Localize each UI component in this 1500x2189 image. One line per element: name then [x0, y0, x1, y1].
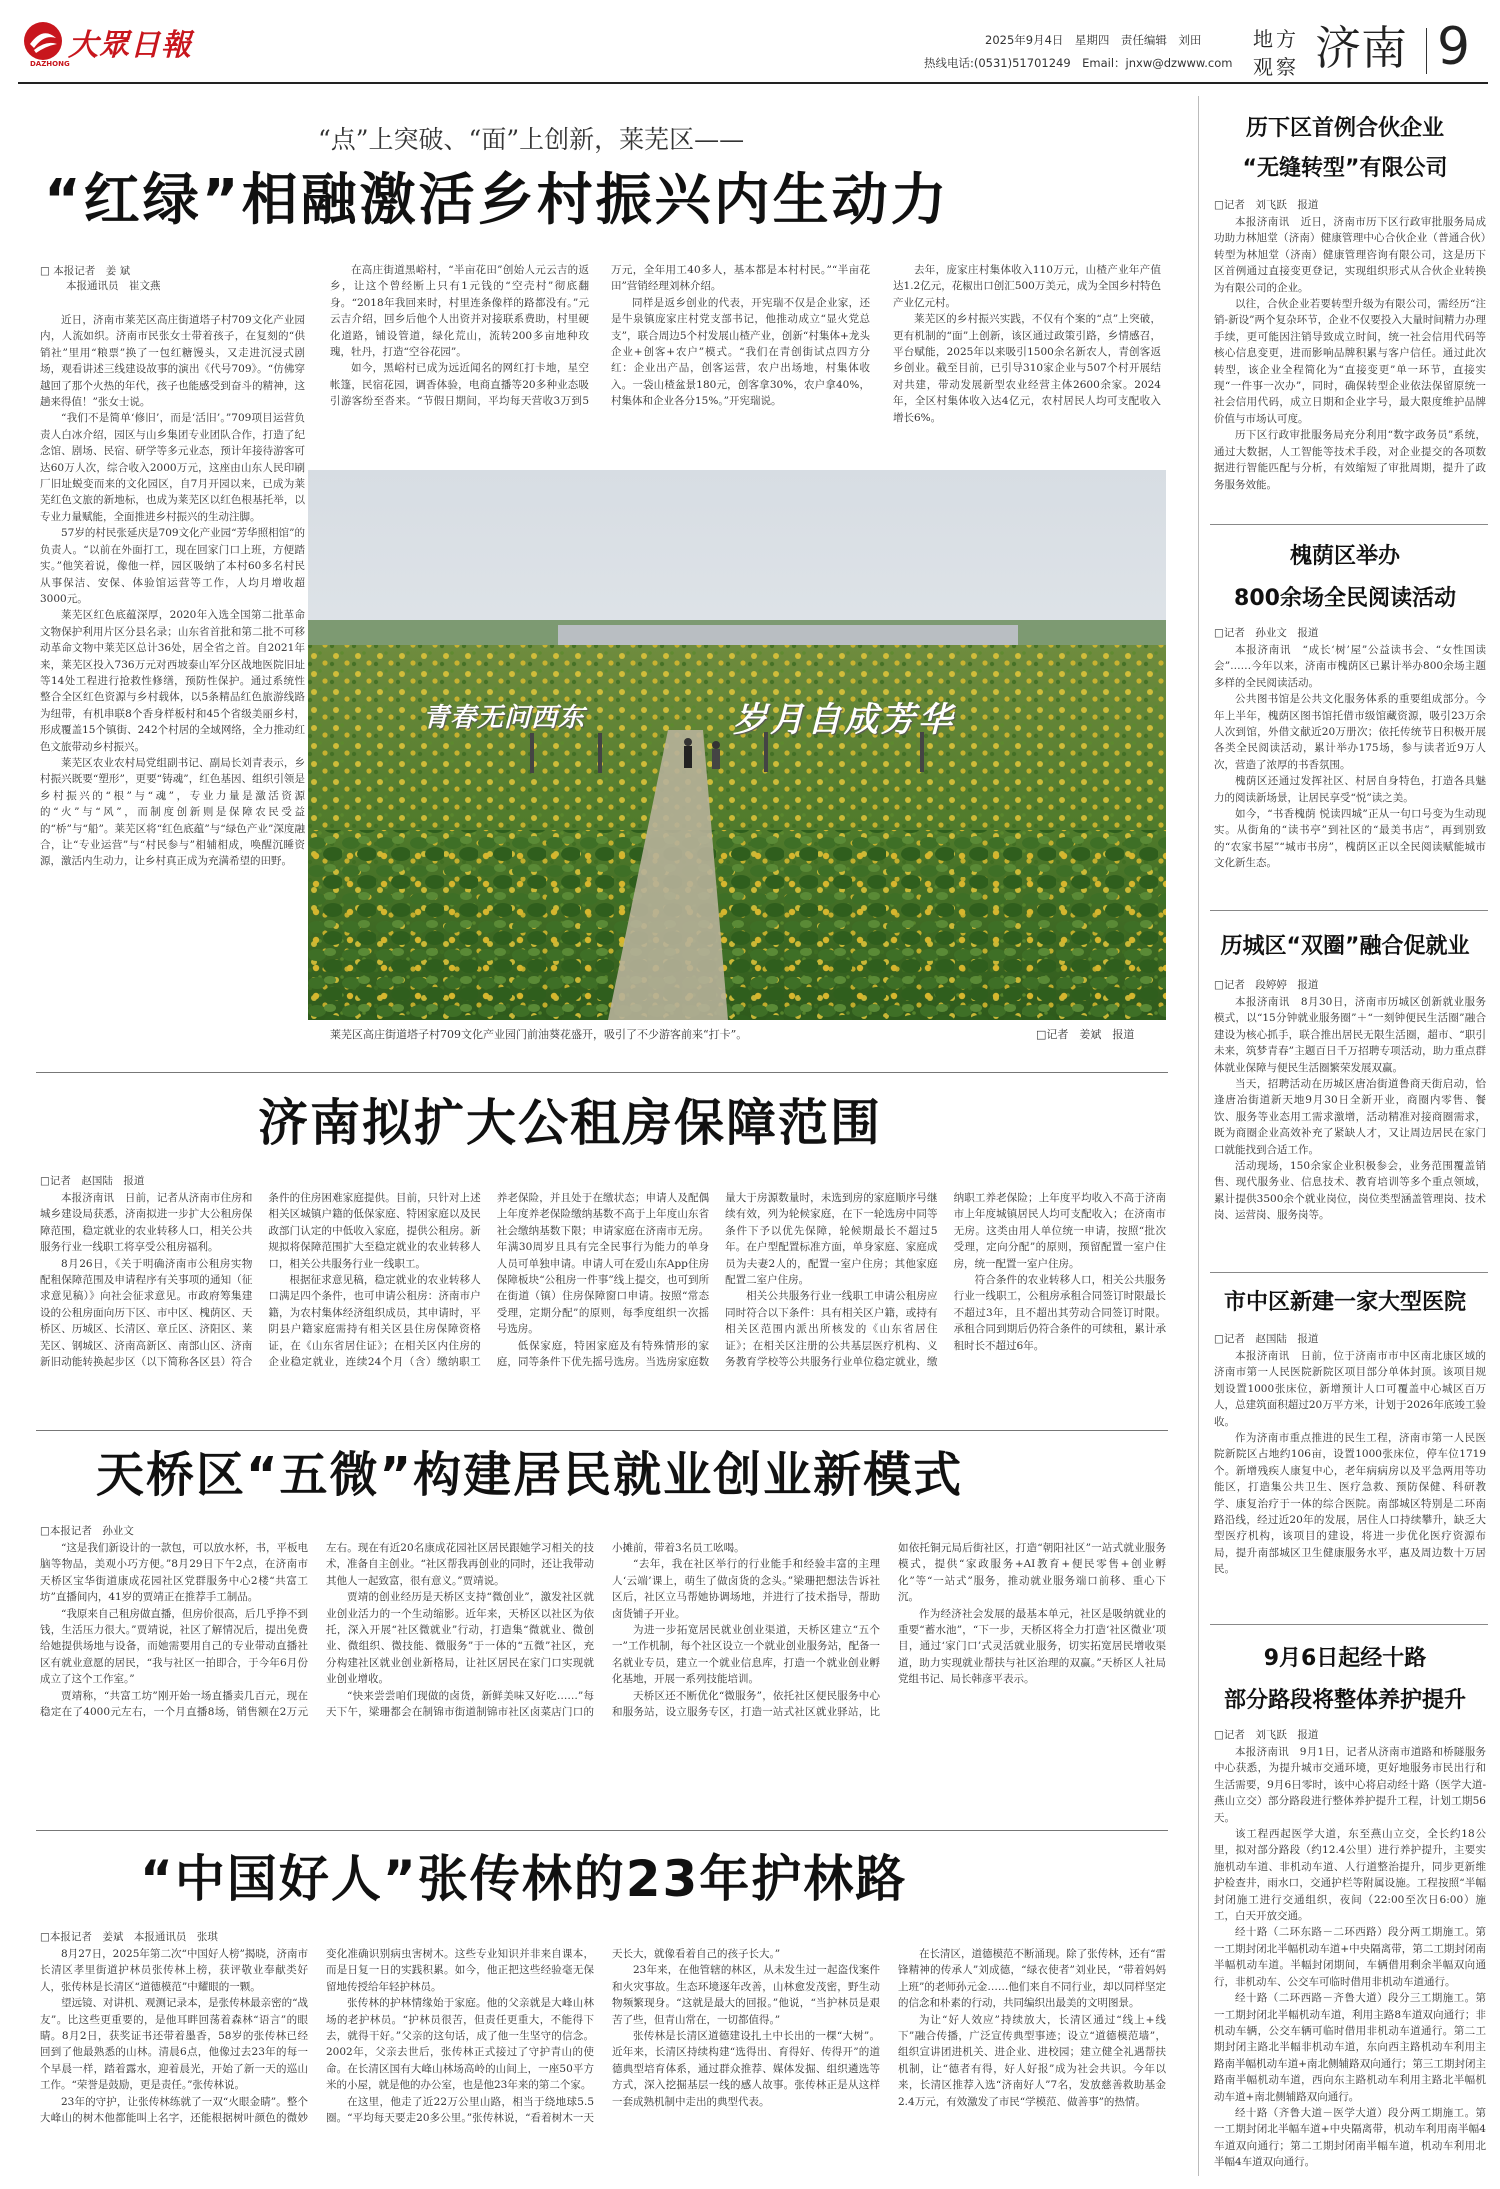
story3-paragraph: “这是我们新设计的一款包，可以放水杯，书，平板电脑等物品，美观小巧方便。”8月29日下午2点，在济南市天桥区宝华街道康成花园社区党群服务中心2楼“共富工坊”直播间内，41岁的贾靖正在推荐手工制品。	[40, 1542, 308, 1604]
photo-sign-text-2: 岁月自成芳华	[733, 700, 955, 740]
lead-paragraph: 莱芜区的乡村振兴实践，不仅有个案的“点”上突破，更有机制的“面”上创新，该区通过政策引路，乡情感召，平台赋能，2025年以来吸引1500余名新农人，青创客返乡创业。截至目前，已引导310家企业与507个村开展结对共建，带动发展新型农业经营主体2600余家。2024年，全区村集体收入达4亿元，农村居民人均可支配收入增长6%。	[893, 313, 1161, 424]
story2-body	[40, 1190, 1166, 1416]
side3-byline: □记者 段婷婷 报道	[1214, 979, 1319, 991]
side2-paragraph: 公共图书馆是公共文化服务体系的重要组成部分。今年上半年，槐荫区图书馆托借市级馆藏资源，吸引23万余人次到馆，外借文献近20万册次；依托传统节日积极开展各类全民阅读活动，累计举办175场，参与读者近9万人次，营造了浓厚的书香氛围。	[1214, 693, 1486, 771]
story3-paragraph: 天桥区还不断优化“微服务”，依托社区便民服务中心和服务站，设立服务专区，打造一站式社区就业驿站，比如依托铜元局后街社区，打造“朝阳社区”一站式就业服务模式，提供“家政服务+AI教育+便民零售+创业孵化”等“一站式”服务，推动就业服务端口前移、重心下沉。	[612, 1542, 1166, 1719]
side2-title-1: 槐荫区举办	[1289, 544, 1400, 569]
side5-paragraph: 本报济南讯 9月1日，记者从济南市道路和桥隧服务中心获悉，为提升城市交通环境，更好地服务市民出行和生活需要，9月6日零时，该中心将启动经十路（医学大道-燕山立交）部分路段进行整体养护提升工程，计划工期56天。	[1214, 1746, 1486, 1824]
lead-paragraph: 莱芜区红色底蕴深厚，2020年入选全国第二批革命文物保护利用片区分县名录；山东省首批和第二批不可移动革命文物中莱芜区总计36处，居全省之首。自2021年来，莱芜区投入736万元对西坡泰山军分区战地医院旧址等14处工程进行抢救性修缮，预防性保护。通过系统性整合全区红色资源与乡村载体，以5条精品红色旅游线路为纽带，有机串联8个香身样板村和45个省级美丽乡村，形成覆盖15个镇街、242个村居的全域网络，全力推动红色文旅带动乡村振兴。	[40, 609, 305, 753]
story4-paragraph: 在这里，他走了近22万公里山路，相当于绕地球5.5圈。“平均每天要走20多公里。”张传林说，“看着树木一天天长大，就像看着自己的孩子长大。”	[326, 1948, 781, 2125]
side1-byline: □记者 刘飞跃 报道	[1214, 199, 1319, 211]
newspaper-logo	[22, 20, 192, 66]
side4-body	[1214, 1348, 1486, 1612]
story4-paragraph: 张传林的护林情缘始于家庭。他的父亲就是大峰山林场的老护林员。“护林员很苦，但责任更重大，不能得下去，就得干好。”父亲的这句话，成了他一生坚守的信念。2002年，父亲去世后，张传林正式接过了守护青山的使命。在长清区国有大峰山林场高岭的山间上，一座50平方米的小屋，就是他的办公室，也是他23年来的第二个家。	[326, 1997, 594, 2092]
lead-paragraph: 在高庄街道黑峪村，“半亩花田”创始人元云吉的返乡，让这个曾经断上只有1元钱的“空壳村”彻底翻身。“2018年我回来时，村里连条像样的路都没有。”元云吉介绍，回乡后他个人出资并对接联系费助，村里硬化道路，铺设管道，绿化荒山，流转200多亩地种玫瑰，牡丹，打造“空谷花园”。	[330, 264, 589, 359]
side2-paragraph: 本报济南讯 “成长‘树’屋”公益读书会、“女性国读会”……今年以来，济南市槐荫区已累计举办800余场主题多样的全民阅读活动。	[1214, 644, 1486, 689]
side4-paragraph: 作为济南市重点推进的民生工程，济南市第一人民医院新院区占地约106亩，设置1000张床位，停车位1719个。新增残疾人康复中心，老年病病房以及平急两用等功能区，打造集公共卫生、医疗急救、预防保健、科研教学、康复治疗于一体的综合医院。南部城区特别是二环南路沿线，经过近20年的发展，居住人口持续攀升，缺乏大型医疗机构，该项目的建设，将进一步优化医疗资源布局，提升南部城区卫生健康服务水平，惠及周边数十万居民。	[1214, 1432, 1486, 1576]
story3-byline: □本报记者 孙业文	[40, 1525, 134, 1537]
story4-paragraph: 张传林是长清区道德建设扎土中长出的一棵“大树”。近年来，长清区持续构建“选得出、育得好、传得开”的道德典型培育体系，通过群众推荐、媒体发掘、组织遴选等方式，深入挖掘基层一线的感人故事。张传林正是从这样一套成熟机制中走出的典型代表。	[612, 2030, 880, 2108]
story4-paragraph: 23年的守护，让张传林练就了一双“火眼金睛”。整个大峰山的树木他都能叫上名字，还能根据树叶颜色的微妙变化准确识别病虫害树木。这些专业知识并非来自课本，而是日复一日的实践积累。如今，他正把这些经验毫无保留地传授给年轻护林员。	[40, 1948, 594, 2125]
sunflower-field-image	[308, 470, 1166, 1020]
story3-paragraph: “快来尝尝咱们现做的卤货，新鲜美味又好吃……”每天下午，梁珊都会在制锦市街道制锦市社区卤菜店门口的小摊前，带着3名员工吆喝。	[326, 1542, 745, 1719]
story2-paragraph: 相关公共服务行业一线职工申请公租房应同时符合以下条件：具有相关区户籍，或持有相关区范围内派出所核发的《山东省居住证》；在相关区注册的公共基层医疗机构、义务教育学校等公共服务行业单位稳定就业，缴纳职工养老保险；上年度平均收入不高于济南市上年度城镇居民人均可支配收入；在济南市无房。这类由用人单位统一申请，按照“批次受理，定向分配”的原则，预留配置一室户住房，统一配置一室户住房。	[725, 1192, 1166, 1369]
side5-title-1: 9月6日起经十路	[1263, 1646, 1427, 1671]
lead-byline	[40, 264, 305, 294]
side4-byline: □记者 赵国陆 报道	[1214, 1333, 1319, 1345]
logo-subtext: DAZHONG	[30, 60, 70, 68]
story3-paragraph: 为进一步拓宽居民就业创业渠道，天桥区建立“五个一”工作机制，每个社区设立一个就业创业服务站，配备一名就业专员，建立一个就业信息库，打造一个就业创业孵化基地，开展一系列技能培训。	[612, 1624, 880, 1686]
masthead-rule	[18, 82, 1488, 84]
date-line: 2025年9月4日 星期四 责任编辑 刘田	[985, 33, 1202, 47]
side5-body	[1214, 1744, 1486, 2180]
side1-paragraph: 历下区行政审批服务局充分利用“数字政务员”系统，通过大数据，人工智能等技术手段，对企业提交的各项数据进行智能匹配与分析，有效缩短了审批周期，提升了政务服务效能。	[1214, 429, 1486, 491]
story3-paragraph: 贾靖的创业经历是天桥区支持“微创业”，激发社区就业创业活力的一个生动缩影。近年来，天桥区以社区为依托，深入开展“社区微就业”行动，打造集“微就业、微创业、微组织、微技能、微服务”于一体的“五微”社区，充分构建社区就业创业新格局，让社区居民在家门口实现就业创业增收。	[326, 1591, 594, 1686]
lead-kicker: “点”上突破、“面”上创新，莱芜区——	[318, 125, 745, 154]
sidebar-rule	[1210, 524, 1488, 525]
story4-body	[40, 1946, 1166, 2178]
section-name: 济南	[1315, 21, 1407, 75]
side1-title-2: “无缝转型”有限公司	[1242, 156, 1448, 181]
lead-byline-reporter: □ 本报记者 姜 斌	[40, 265, 131, 277]
story4-byline: □本报记者 姜斌 本报通讯员 张琪	[40, 1931, 218, 1943]
side5-title-2: 部分路段将整体养护提升	[1223, 1688, 1466, 1713]
story3-paragraph: 作为经济社会发展的最基本单元，社区是吸纳就业的重要“蓄水池”，“下一步，天桥区将全力打造‘社区微业’项目，通过‘家门口’式灵活就业服务，切实拓宽居民增收渠道，助力实现就业帮扶与社区治理的双赢。”天桥区人社局党组书记、局长韩彦平表示。	[898, 1607, 1166, 1686]
story4-paragraph: 在长清区，道德模范不断涌现。除了张传林，还有“雷锋精神的传承人”刘成德，“绿衣使者”刘业民，“带着妈妈上班”的老师孙元金……他们来自不同行业，却以同样坚定的信念和朴素的行动，共同编织出最美的文明图景。	[898, 1948, 1166, 2010]
story3-paragraph: 贾靖称，“共富工坊”刚开始一场直播卖几百元，现在稳定在了4000元左右，一个月直播8场，销售额在2万元左右。现在有近20名康成花园社区居民跟她学习相关的技术，准备自主创业。“社区帮我再创业的同时，还让我带动其他人一起致富，很有意义。”贾靖说。	[40, 1542, 594, 1719]
story3-paragraph: “去年，我在社区举行的行业能手和经验丰富的主理人‘云端’课上，萌生了做卤货的念头。”梁珊把想法告诉社区后，社区立马帮她协调场地，并进行了技术指导，帮助卤货铺子开业。	[612, 1558, 880, 1620]
side5-paragraph: 该工程西起医学大道，东至燕山立交，全长约18公里，拟对部分路段（约12.4公里）进行养护提升，主要实施机动车道、非机动车道、人行道整治提升，同步更新维护检查井，雨水口，交通护栏等附属设施。工程按照“半幅封闭施工进行交通组织，夜间（22:00至次日6:00）施工，白天开放交通。	[1214, 1828, 1486, 1923]
story3-body	[40, 1540, 1166, 1816]
story2-byline: □记者 赵国陆 报道	[40, 1175, 145, 1187]
lead-photo	[308, 470, 1166, 1020]
photo-caption: 莱芜区高庄街道塔子村709文化产业园门前油葵花盛开，吸引了不少游客前来“打卡”。	[330, 1028, 748, 1041]
story4-paragraph: 为让“好人效应”持续放大，长清区通过“线上+线下”融合传播，广泛宣传典型事迹；设立“道德模范墙”，组织宣讲团进机关、进企业、进校园；建立健全礼遇帮扶机制，让“德者有得，好人好报”成为社会共识。今年以来，长清区推荐入选“济南好人”7名，发放慈善救助基金2.4万元，有效激发了市民“学模范、做善事”的热情。	[898, 2013, 1166, 2108]
lead-paragraph: 去年，庞家庄村集体收入110万元，山楂产业年产值达1.2亿元，花椒出口创汇500万美元，成为全国乡村特色产业亿元村。	[893, 264, 1161, 309]
side2-title-2: 800余场全民阅读活动	[1234, 586, 1456, 611]
sidebar-rule	[1210, 1272, 1488, 1273]
story2-paragraph: 本报济南讯 日前，记者从济南市住房和城乡建设局获悉，济南拟进一步扩大公租房保障范围，稳定就业的农业转移人口，相关公共服务行业一线职工将享受公租房福利。	[40, 1192, 253, 1254]
masthead-divider	[1426, 28, 1427, 74]
side5-byline: □记者 刘飞跃 报道	[1214, 1729, 1319, 1741]
side1-body	[1214, 214, 1486, 514]
lead-paragraph: 如今，黑峪村已成为远近闻名的网红打卡地，星空帐篷，民宿花园，调香体验，电商直播等20多种业态吸引游客纷至沓来。“节假日期间，平均每天营收3万到5万元，全年用工40多人，基本都是本村村民。”“半亩花田”营销经理刘林介绍。	[330, 264, 870, 408]
side2-byline: □记者 孙业文 报道	[1214, 627, 1319, 639]
logo-emblem-icon	[22, 20, 64, 62]
side3-paragraph: 活动现场，150余家企业积极参会，业务范围覆盖销售、现代服务业、信息技术、教育培训等多个重点领域，累计提供3500余个就业岗位，岗位类型涵盖管理岗、技术岗、运营岗、服务岗等。	[1214, 1160, 1486, 1222]
story4-headline: “中国好人”张传林的23年护林路	[140, 1850, 908, 1908]
side3-body	[1214, 994, 1486, 1262]
lead-paragraph: “我们不是简单‘修旧’，而是‘活旧’。”709项目运营负责人白冰介绍，园区与山乡集团专业团队合作，打造了纪念馆、剧场、民宿、研学等多元业态，预计年接待游客可达60万人次，综合收入2000万元，这座由山东人民印刷厂旧址蜕变而来的文化园区，自7月开园以来，已成为莱芜红色文旅的新地标，也成为莱芜区以红色根基托举，以专业力量赋能，全面推进乡村振兴的生动注脚。	[40, 412, 305, 523]
story4-paragraph: 8月27日，2025年第二次“中国好人榜”揭晓，济南市长清区孝里街道护林员张传林上榜，获评敬业奉献类好人，张传林是长清区“道德模范”中耀眼的一颗。	[40, 1948, 308, 1993]
section-label-1: 地方	[1253, 27, 1299, 51]
story2-paragraph: 根据征求意见稿，稳定就业的农业转移人口满足四个条件，也可申请公租房：济南市户籍，为农村集体经济组织成员，其申请时，平阴县户籍家庭需持有相关区县住房保障资格证，在《山东省居住证》；在相关区内住房的企业稳定就业，连续24个月（含）缴纳职工养老保险，并且处于在缴状态；申请人及配偶上年度养老保险缴纳基数不高于上年度山东省社会缴纳基数下限；申请家庭在济南市无房。年满30周岁且具有完全民事行为能力的单身人员可单独申请。申请人可在爱山东App住房保障板块“公租房一件事”线上提交，也可到所在街道（镇）住房保障窗口申请。按照“常态受理，定期分配”的原则，每季度组织一次摇号选房。	[268, 1192, 710, 1369]
masthead	[0, 0, 1500, 80]
side3-title-1: 历城区“双圈”融合促就业	[1220, 934, 1470, 959]
story3-paragraph: “我原来自己租房做直播，但房价很高，后几乎挣不到钱，生活压力很大。”贾靖说，社区了解情况后，提出免费给她提供场地与设备，而她需要用自己的专业带动直播社区有就业意愿的居民，“我与社区一拍即合，于今年6月份成立了这个工作室。”	[40, 1607, 308, 1686]
story4-paragraph: 23年来，在他管辖的林区，从未发生过一起盗伐案件和火灾事故。生态环境逐年改善，山林愈发茂密，野生动物频繁现身。“这就是最大的回报。”他说，“当护林员是艰苦了些，但青山常在，一切都值得。”	[612, 1964, 880, 2026]
lead-paragraph: 57岁的村民张延庆是709文化产业园“芳华照相馆”的负责人。“以前在外面打工，现在回家门口上班，方便踏实。”他笑着说，像他一样，园区吸纳了本村60多名村民从事保洁、安保、体验馆运营等工作，人均月增收超3000元。	[40, 527, 305, 605]
lead-byline-correspondent: 本报通讯员 崔文燕	[66, 280, 161, 292]
sidebar-rule	[1210, 910, 1488, 911]
side2-body	[1214, 642, 1486, 898]
side2-paragraph: 槐荫区还通过发挥社区、村居自身特色，打造各具魅力的阅读新场景，让居民享受“悦”读之美。	[1214, 775, 1486, 804]
story2-paragraph: 8月26日，《关于明确济南市公租房实物配租保障范围及申请程序有关事项的通知（征求意见稿）》向社会征求意见。市政府筹集建设的公租房面向历下区、市中区、槐荫区、天桥区、历城区、长清区、章丘区、济阳区、莱芜区、钢城区、济南高新区、南部山区、济南新旧动能转换起步区（以下简称各区县）符合条件的住房困难家庭提供。目前，只针对上述相关区城镇户籍的低保家庭、特困家庭以及民政部门认定的中低收入家庭，提供公租房。新规拟将保障范围扩大至稳定就业的农业转移人口，相关公共服务行业一线职工。	[40, 1192, 481, 1369]
section-label-2: 观察	[1253, 55, 1299, 79]
side5-paragraph: 经十路（齐鲁大道－医学大道）段分两工期施工。第一工期封闭北半幅车道+中央隔离带，机动车利用南半幅4车道双向通行；第二工期封闭南半幅车道，机动车利用北半幅4车道双向通行。	[1214, 2106, 1486, 2169]
side2-paragraph: 如今，“书香槐荫 悦读四城”正从一句口号变为生动现实。从街角的“读书亭”到社区的“最美书店”，再到别致的“农家书屋”“城市书房”，槐荫区正以全民阅读赋能城市文化新生态。	[1214, 808, 1486, 870]
lead-paragraph: 同样是返乡创业的代表，开宪瑞不仅是企业家，还是牛泉镇庞家庄村党支部书记，他推动成立“显火党总支”，联合周边5个村发展山楂产业，创新“村集体+龙头企业+创客+农户”模式。“我们在青创街试点四方分红：企业出产品，创客运营，农户出场地，村集体收入。一袋山楂盆景180元，创客拿30%，农户拿40%，村集体和企业各分15%。”开宪瑞说。	[611, 296, 870, 408]
side5-paragraph: 经十路（二环东路－二环西路）段分两工期施工。第一工期封闭北半幅机动车道+中央隔离带，第二工期封闭南半幅机动车道。半幅封闭期间，车辆借用剩余半幅双向通行，非机动车、公交车可临时借用非机动车道通行。	[1214, 1926, 1486, 1988]
side4-paragraph: 本报济南讯 日前，位于济南市市中区南北康区域的济南市第一人民医院新院区项目部分单体封顶。该项目规划设置1000张床位，新增预计人口可覆盖中心城区百万人，总建筑面积超过20万平方米，计划于2026年底竣工验收。	[1214, 1350, 1486, 1428]
story4-paragraph: 望远镜、对讲机、观测记录本，是张传林最亲密的“战友”。比这些更重要的，是他耳畔回荡着森林“语言”的眼睛。8月2日，获奖证书还带着墨香，58岁的张传林已经回到了他最熟悉的山林。清晨6点，他像过去23年的每一个早晨一样，踏着露水，迎着晨光，开始了新一天的巡山工作。“荣誉是鼓励，更是责任。”张传林说。	[40, 1997, 308, 2092]
lead-paragraph: 莱芜区农业农村局党组副书记、副局长刘青表示，乡村振兴既要“塑形”，更要“铸魂”，红色基因、组织引领是乡村振兴的“根”与“魂”，专业力量是激活资源的“火”与“风”，而制度创新则是保障农民受益的“桥”与“船”。莱芜区将“红色底蕴”与“绿色产业”深度融合，让“专业运营”与“村民参与”相辅相成，唤醒沉睡资源，激活内生动力，让乡村真正成为充满希望的田野。	[40, 756, 305, 868]
story2-headline: 济南拟扩大公租房保障范围	[258, 1094, 882, 1152]
section-rule	[36, 1072, 1168, 1073]
logo-text: 大眾日報	[68, 28, 192, 63]
lead-column-2	[330, 262, 870, 474]
sidebar-rule	[1210, 1624, 1488, 1625]
photo-credit: □记者 姜斌 报道	[1036, 1028, 1135, 1041]
side4-title-1: 市中区新建一家大型医院	[1223, 1290, 1466, 1315]
story2-paragraph: 符合条件的农业转移人口，相关公共服务行业一线职工，公租房承租合同签订时限最长不超过3年，且不超出其劳动合同签订时限。承租合同到期后仍符合条件的可续租，累计承租时长不超过6年。	[953, 1274, 1166, 1352]
story3-headline: 天桥区“五微”构建居民就业创业新模式	[96, 1447, 964, 1503]
section-rule	[36, 1430, 1168, 1431]
sidebar-divider	[1198, 96, 1199, 2176]
story2-paragraph: 低保家庭，特困家庭及有特殊情形的家庭，同等条件下优先摇号选房。当选房家庭数量大于房源数量时，未选到房的家庭顺序号继续有效，列为轮候家庭，在下一轮选房中同等条件下予以优先保障，轮候期最长不超过5年。在户型配置标准方面，单身家庭、家庭成员为夫妻2人的，配置一室户住房；其他家庭配置二室户住房。	[496, 1192, 938, 1369]
side3-paragraph: 当天，招聘活动在历城区唐冶街道鲁商天街启动，恰逢唐冶街道新天地9月30日全新开业，商圈内零售、餐饮、服务等业态用工需求激增，活动精准对接商圈需求，既为商圈企业高效补充了紧缺人才，又让周边居民在家门口就能找到合适工作。	[1214, 1078, 1486, 1156]
side3-paragraph: 本报济南讯 8月30日，济南市历城区创新就业服务模式，以“15分钟就业服务圈”＋“一刻钟便民生活圈”融合建设为核心抓手，联合推出居民无限生活圈，超市、“职引未来，筑梦青春”主题百日千万招聘专项活动，助力重点群体就业保障与便民生活圈繁荣发展双赢。	[1214, 996, 1486, 1074]
lead-column-1	[40, 312, 305, 1064]
side1-paragraph: 以往，合伙企业若要转型升级为有限公司，需经历“注销-新设”两个复杂环节，企业不仅要投入大量时间精力办理手续，更可能因注销导致成立时间，统一社会信用代码等核心信息变更，进而影响品牌积累与客户信任。通过此次转型，该企业全程简化为“直接变更”单一环节，直接实现“一件事一次办”，同时，确保转型企业依法保留原统一社会信用代码，成立日期和企业字号，最大限度维护品牌价值与市场认可度。	[1214, 298, 1486, 425]
side1-paragraph: 本报济南讯 近日，济南市历下区行政审批服务局成功助力林旭堂（济南）健康管理中心合伙企业（普通合伙）转型为林旭堂（济南）健康管理咨询有限公司，这是历下区首例通过直接变更登记，实现组织形式从合伙企业转换为有限公司的企业。	[1214, 216, 1486, 294]
side5-paragraph: 经十路（二环西路－齐鲁大道）段分三工期施工。第一工期封闭北半幅机动车道，利用主路8车道双向通行；非机动车辆，公交车辆可临时借用非机动车道通行。第二工期封闭主路北半幅非机动车道，东向西主路机动车利用主路南半幅机动车道+南北侧辅路双向通行；第三工期封闭主路南半幅机动车道，西向东主路机动车利用主路北半幅机动车道+南北侧辅路双向通行。	[1214, 1992, 1486, 2103]
side1-title-1: 历下区首例合伙企业	[1245, 116, 1444, 141]
page-number: 9	[1437, 17, 1471, 77]
lead-column-3	[893, 262, 1161, 474]
section-rule	[36, 1830, 1168, 1831]
lead-headline: “红绿”相融激活乡村振兴内生动力	[44, 168, 950, 233]
lead-paragraph: 近日，济南市莱芜区高庄街道塔子村709文化产业园内，人流如织。济南市民张女士带着孩子，在复刻的“供销社”里用“粮票”换了一包红糖馒头，又走进沉浸式剧场，观看讲述三线建设故事的演出《代号709》。“仿佛穿越回了那个火热的年代，孩子也能感受到奋斗的精神，这趟来得值！”张女士说。	[40, 314, 305, 409]
photo-sign-text-1: 青春无问西东	[423, 703, 586, 733]
contact-line: 热线电话:(0531)51701249 Email：jnxw@dzwww.com	[924, 56, 1233, 70]
